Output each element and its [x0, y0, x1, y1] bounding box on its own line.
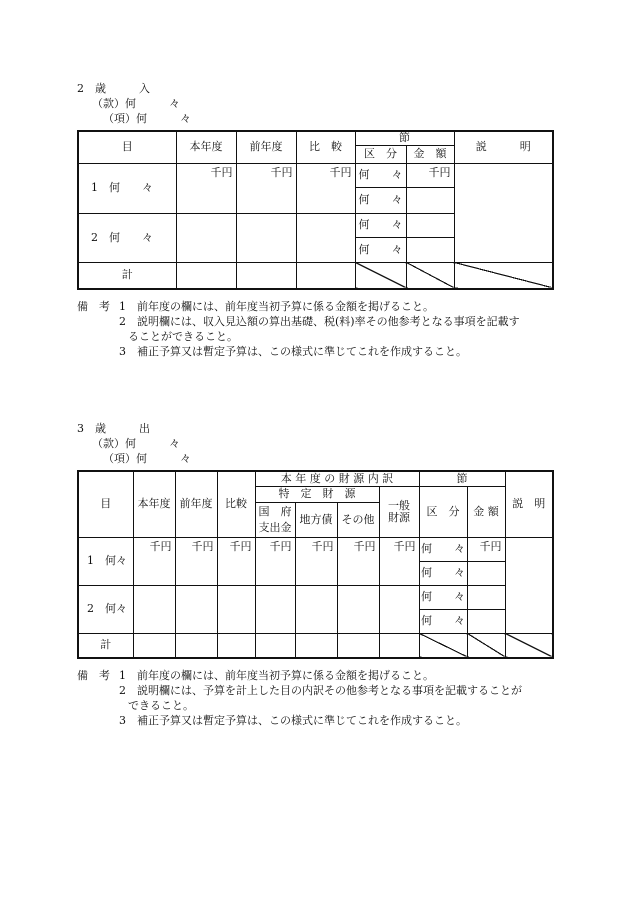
moku-name: 1 何 々: [78, 163, 176, 213]
revenue-kan: （款）何 々: [92, 97, 180, 110]
col-this-year: 本年度: [176, 131, 236, 163]
empty-cell: [176, 262, 236, 289]
setsu-item: 何 々: [419, 585, 467, 609]
diagonal-cell: [355, 262, 406, 289]
col-moku: 目: [78, 471, 133, 537]
col-this-year: 本年度: [133, 471, 175, 537]
empty-cell: [255, 585, 295, 633]
setsu-item: 何 々: [355, 187, 406, 213]
col-kingaku: 金 額: [467, 486, 505, 537]
col-moku: 目: [78, 131, 176, 163]
col-kokufu-2: 支出金: [258, 520, 292, 534]
moku-name: 2 何 々: [78, 213, 176, 262]
empty-cell: [133, 633, 175, 658]
col-prev-year: 前年度: [236, 131, 296, 163]
col-setsu: 節: [355, 131, 454, 145]
col-kubun: 区 分: [355, 145, 406, 163]
col-tokutei: 特 定 財 源: [255, 486, 379, 502]
diagonal-cell: [419, 633, 467, 658]
unit-label: 千円: [379, 537, 419, 585]
empty-cell: [217, 633, 255, 658]
col-ippan: [379, 486, 419, 537]
empty-cell: [133, 585, 175, 633]
col-kokufu: [255, 502, 295, 537]
col-prev-year: 前年度: [175, 471, 217, 537]
notes-label: 備 考: [77, 669, 110, 682]
unit-label: 千円: [296, 163, 355, 213]
note-3: 3 補正予算又は暫定予算は、この様式に準じてこれを作成すること。: [119, 345, 467, 358]
diagonal-cell: [406, 262, 454, 289]
empty-cell: [296, 213, 355, 262]
empty-cell: [406, 213, 454, 237]
empty-cell: [217, 585, 255, 633]
note-2: 2 説明欄には、収入見込額の算出基礎、税(料)率その他参考となる事項を記載す: [119, 315, 520, 328]
expenditure-table: [77, 470, 554, 659]
empty-cell: [406, 187, 454, 213]
empty-cell: [236, 262, 296, 289]
empty-cell: [406, 237, 454, 262]
empty-cell: [176, 213, 236, 262]
col-ippan-2: 財源: [388, 510, 411, 524]
empty-cell: [175, 585, 217, 633]
empty-cell: [255, 633, 295, 658]
table-row: [78, 537, 553, 561]
col-setsu: 節: [419, 471, 505, 486]
col-compare: 比 較: [296, 131, 355, 163]
unit-label: 千円: [176, 163, 236, 213]
revenue-heading: 2 歳 入: [77, 82, 150, 95]
revenue-kou: （項）何 々: [103, 112, 191, 125]
setsu-item: 何 々: [355, 213, 406, 237]
setsu-item: 何 々: [355, 163, 406, 187]
unit-label: 千円: [255, 537, 295, 585]
diagonal-cell: [454, 262, 553, 289]
diagonal-cell: [467, 633, 505, 658]
unit-label: 千円: [406, 163, 454, 187]
col-kingaku: 金 額: [406, 145, 454, 163]
note-1: 1 前年度の欄には、前年度当初予算に係る金額を掲げること。: [119, 300, 434, 313]
setsu-item: 何 々: [419, 609, 467, 633]
empty-cell: [295, 633, 337, 658]
col-setsumei: 説 明: [454, 131, 553, 163]
col-kokufu-1: 国 府: [258, 504, 292, 518]
empty-cell: [295, 585, 337, 633]
col-compare: 比較: [217, 471, 255, 537]
empty-cell: [175, 633, 217, 658]
total-label: 計: [78, 633, 133, 658]
empty-cell: [467, 585, 505, 609]
note-1: 1 前年度の欄には、前年度当初予算に係る金額を掲げること。: [119, 669, 434, 682]
expenditure-heading: 3 歳 出: [77, 422, 150, 435]
col-ippan-1: 一般: [388, 498, 411, 512]
setsu-item: 何 々: [419, 537, 467, 561]
unit-label: 千円: [236, 163, 296, 213]
empty-cell: [467, 609, 505, 633]
empty-cell: [337, 633, 379, 658]
empty-cell: [337, 585, 379, 633]
setsu-item: 何 々: [419, 561, 467, 585]
total-row: [78, 633, 553, 658]
table-row: [78, 163, 553, 187]
notes-label: 備 考: [77, 300, 110, 313]
revenue-table: [77, 130, 554, 290]
empty-cell: [379, 633, 419, 658]
col-chihousai: 地方債: [295, 502, 337, 537]
moku-name: 1 何々: [78, 537, 133, 585]
unit-label: 千円: [175, 537, 217, 585]
note-2-cont: できること。: [128, 699, 194, 712]
moku-name: 2 何々: [78, 585, 133, 633]
setsumei-cell: [505, 537, 553, 633]
unit-label: 千円: [337, 537, 379, 585]
empty-cell: [467, 561, 505, 585]
note-2-cont: ることができること。: [128, 330, 238, 343]
empty-cell: [296, 262, 355, 289]
note-2: 2 説明欄には、予算を計上した目の内訳その他参考となる事項を記載することが: [119, 684, 522, 697]
total-label: 計: [78, 262, 176, 289]
col-setsumei: 説 明: [505, 471, 553, 537]
unit-label: 千円: [467, 537, 505, 561]
col-sonota: その他: [337, 502, 379, 537]
col-kubun: 区 分: [419, 486, 467, 537]
total-row: [78, 262, 553, 289]
expenditure-kou: （項）何 々: [103, 452, 191, 465]
empty-cell: [379, 585, 419, 633]
unit-label: 千円: [133, 537, 175, 585]
note-3: 3 補正予算又は暫定予算は、この様式に準じてこれを作成すること。: [119, 714, 467, 727]
col-breakdown: 本 年 度 の 財 源 内 訳: [255, 471, 419, 486]
unit-label: 千円: [217, 537, 255, 585]
empty-cell: [236, 213, 296, 262]
unit-label: 千円: [295, 537, 337, 585]
expenditure-kan: （款）何 々: [92, 437, 180, 450]
setsu-item: 何 々: [355, 237, 406, 262]
table-row: [78, 585, 553, 609]
setsumei-cell: [454, 163, 553, 262]
diagonal-cell: [505, 633, 553, 658]
